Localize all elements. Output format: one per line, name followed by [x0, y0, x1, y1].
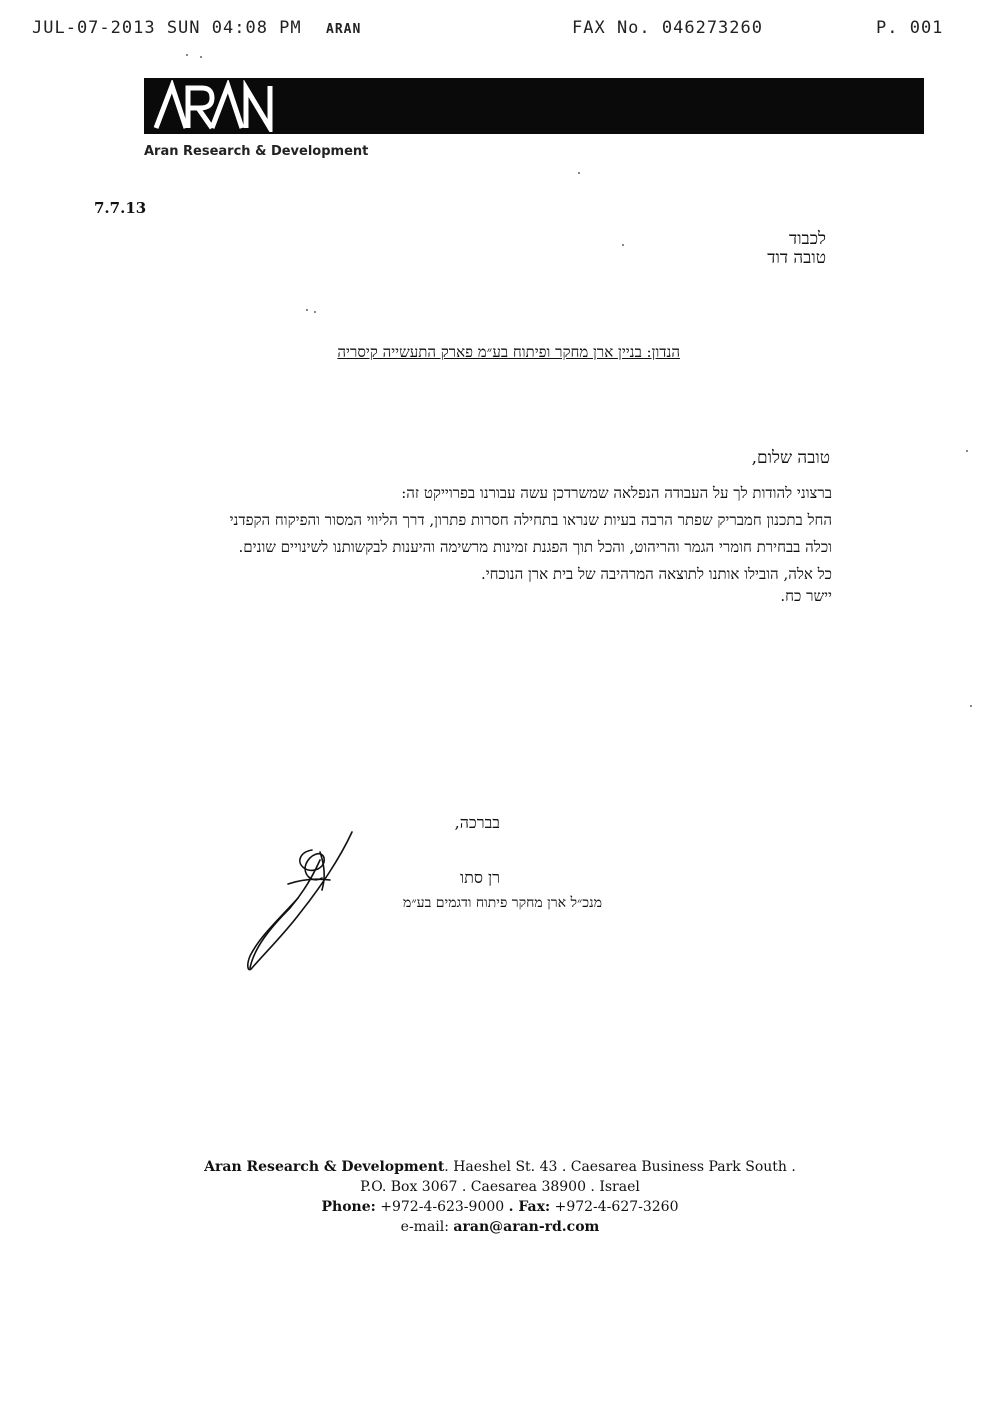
fax-number-footer: +972-4-627-3260 — [554, 1199, 679, 1215]
handwritten-signature — [240, 828, 360, 973]
scan-speck — [200, 56, 202, 58]
company-name: Aran Research & Development — [144, 144, 369, 159]
footer-address: . Haeshel St. 43 . Caesarea Business Park South . — [444, 1159, 796, 1175]
recipient-name: טובה דוד — [767, 248, 826, 268]
body-line: ברצוני להודות לך על העבודה הנפלאה שמשרדכן עשה עבורנו בפרוייקט זה: — [401, 484, 832, 502]
scan-speck — [186, 54, 188, 56]
fax-page-number: P. 001 — [876, 18, 944, 38]
email-label: e-mail: — [400, 1219, 449, 1235]
footer-line-3 — [150, 1197, 850, 1217]
scan-speck — [966, 450, 968, 452]
letter-body — [72, 480, 832, 588]
footer-line-1 — [150, 1157, 850, 1177]
signer-title: מנכ״ל ארן מחקר פיתוח ודגמים בע״מ — [403, 895, 602, 911]
footer-company: Aran Research & Development — [204, 1159, 445, 1175]
fax-label: . Fax: — [508, 1199, 551, 1215]
email-address: aran@aran-rd.com — [453, 1219, 600, 1235]
blessing: בברכה, — [454, 813, 500, 832]
body-line: וכלה בבחירת חומרי הגמר והריהוט, והכל תוך הפגנת זמינות מרשימה והיענות לבקשותנו לשינויים שונים. — [238, 538, 832, 556]
footer-line-2: P.O. Box 3067 . Caesarea 38900 . Israel — [360, 1179, 640, 1195]
phone-label: Phone: — [321, 1199, 376, 1215]
scan-speck — [578, 172, 580, 174]
scan-speck — [622, 244, 624, 246]
fax-number: FAX No. 046273260 — [572, 18, 763, 38]
scan-speck — [314, 311, 316, 313]
closing-line: יישר כח. — [780, 587, 832, 605]
letter-subject: הנדון: בניין ארן מחקר ופיתוח בע״מ פארק התעשייה קיסריה — [337, 343, 680, 361]
scan-speck — [306, 309, 308, 311]
greeting: טובה שלום, — [751, 448, 830, 468]
fax-sender-mark: ARAN — [326, 22, 362, 37]
footer-address-block — [150, 1157, 850, 1237]
body-line: החל בתכנון חמבריק שפתר הרבה בעיות שנראו בתחילה חסרות פתרון, דרך הליווי המסור והפיקוח הקפדני — [229, 511, 832, 529]
signer-name: רן סתו — [460, 868, 500, 887]
body-line: כל אלה, הובילו אותנו לתוצאה המרהיבה של בית ארן הנוכחי. — [480, 565, 832, 583]
to-label: לכבוד — [789, 229, 826, 249]
scan-speck — [970, 705, 972, 707]
phone-number: +972-4-623-9000 — [380, 1199, 505, 1215]
aran-logo — [152, 80, 282, 132]
fax-datetime: JUL-07-2013 SUN 04:08 PM — [32, 18, 302, 38]
footer-line-4 — [150, 1217, 850, 1237]
letter-date: 7.7.13 — [94, 199, 147, 217]
